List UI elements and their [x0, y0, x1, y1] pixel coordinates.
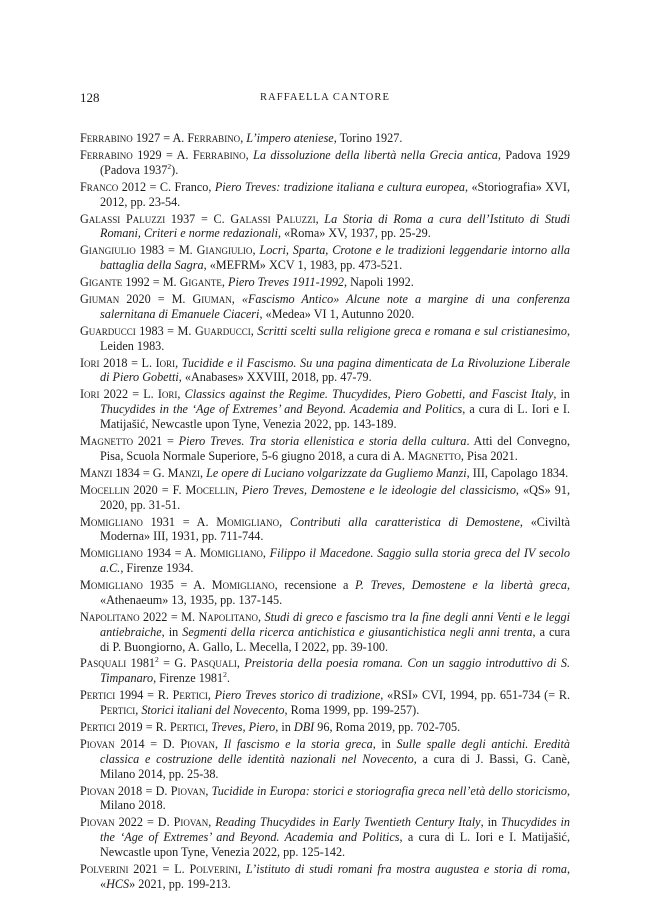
entry-text: D.: [162, 737, 181, 752]
entry-text: .: [226, 671, 230, 686]
entry-text: , a cura di J. Bassi, G. Canè, Milano 2014, pp. 25-38.: [100, 751, 571, 781]
entry-key: Galassi Paluzzi 1937: [80, 211, 196, 226]
entry-text: , Padova 1929 (Padova 1937: [100, 147, 571, 177]
entry-text: , «Medea» VI 1, Autunno 2020.: [259, 306, 415, 321]
entry-title: P. Treves, Demostene e la libertà greca: [355, 578, 567, 593]
entry-author: Pasquali: [190, 656, 237, 671]
entry-text: ,: [315, 211, 325, 226]
entry-text: M.: [178, 243, 197, 258]
bibliography-entry: Giangiulio 1983 = M. Giangiulio, Locri, Sparta, Crotone e le tradizioni leggendarie intorno alla battaglia della Sagra, «MEFRM» XCV 1, 1983, pp. 473-521.: [80, 243, 571, 273]
entry-author: Manzi: [167, 465, 200, 480]
entry-author: Guarducci: [194, 323, 251, 338]
entry-text: L.: [141, 355, 156, 370]
entry-author: Momigliano: [200, 546, 263, 561]
entry-edition: 2: [223, 670, 227, 680]
entry-key: Iori 2018: [80, 355, 128, 370]
bibliography-entry: Franco 2012 = C. Franco, Piero Treves: tradizione italiana e cultura europea, «Storiografia» XVI, 2012, pp. 23-54.: [80, 179, 571, 209]
entry-title: Tucidide e il Fascismo. Su una pagina dimenticata de La Rivoluzione Liberale di Piero Gobetti: [100, 355, 571, 385]
entry-title: L’istituto di studi romani fra mostra augustea e storia di roma: [245, 861, 567, 876]
entry-title: La Storia di Roma a cura dell’Istituto di Studi Romani, Criteri e norme redazionali: [100, 211, 571, 241]
entry-text: , «Anabases» XXVIII, 2018, pp. 47-79.: [178, 370, 372, 385]
entry-text: ,: [177, 387, 185, 402]
bibliography-entry: Napolitano 2022 = M. Napolitano, Studi di greco e fascismo tra la fine degli anni Venti e le leggi antiebraiche, in Segmenti della ricerca antichistica e giusantichistica negli anni trenta, a cura di P. Buongiorno, A. Gallo, L. Mecella, I 2022, pp. 39-100.: [80, 609, 571, 654]
running-head: RAFFAELLA CANTORE: [259, 92, 391, 103]
entry-text: C. Franco,: [159, 179, 215, 194]
entry-text: , a cura di L. Iori e I. Matijašić, Newcastle upon Tyne, Venezia 2022, pp. 143-189.: [100, 402, 570, 432]
bibliography-entry: Polverini 2021 = L. Polverini, L’istituto di studi romani fra mostra augustea e storia di roma, «HCS» 2021, pp. 199-213.: [80, 861, 571, 891]
entry-author: Iori: [155, 355, 176, 370]
bibliography-entry: Mocellin 2020 = F. Mocellin, Piero Treves, Demostene e le ideologie del classicismo, «QS» 91, 2020, pp. 31-51.: [80, 482, 571, 512]
entry-text: , Roma 1999, pp. 199-257).: [284, 703, 420, 718]
entry-text: M.: [171, 292, 193, 307]
entry-author: Pertici: [100, 703, 136, 718]
entry-text: , Firenze 1981: [153, 671, 224, 686]
bibliography-entry: Piovan 2018 = D. Piovan, Tucidide in Europa: storici e storiografia greca nell’età dello storicismo, Milano 2018.: [80, 783, 570, 813]
entry-text: , «Storiografia» XVI, 2012, pp. 23-54.: [100, 179, 571, 209]
entry-key: Momigliano 1931: [80, 514, 175, 529]
entry-author: Magnetto: [407, 448, 461, 463]
entry-key: Pertici 2019: [80, 720, 143, 735]
entry-key-edition: 2: [155, 655, 159, 665]
entry-text: , in: [161, 624, 183, 639]
entry-title: Il fascismo e la storia greca: [223, 737, 373, 752]
entry-author: Galassi Paluzzi: [230, 211, 316, 226]
entry-key: Mocellin 2020: [80, 482, 158, 497]
entry-key: Napolitano 2022: [80, 609, 168, 624]
bibliography-entry: Piovan 2022 = D. Piovan, Reading Thucydides in Early Twentieth Century Italy, in Thucydides in the ‘Age of Extremes’ and Beyond. Academia and Politics, a cura di L. Iori e I. Matijašić, Newcastle upon Tyne, Venezia 2022, pp. 125-142.: [80, 815, 571, 859]
entry-key: Manzi 1834: [80, 465, 140, 480]
entry-key: Iori 2022: [80, 387, 129, 402]
bibliography-entry: Ferrabino 1927 = A. Ferrabino, L’impero ateniese, Torino 1927.: [80, 131, 403, 145]
entry-text: ,: [208, 815, 216, 830]
page-number: 128: [80, 90, 100, 105]
bibliography-entry: Piovan 2014 = D. Piovan, Il fascismo e la storia greca, in Sulle spalle degli antichi. Eredità classica e costruzione delle identità nazionali nel Novecento, a cura di J. Bassi, G. Canè, Milano 2014, pp. 25-38.: [80, 737, 571, 781]
entry-text: , Leiden 1983.: [100, 323, 571, 353]
entry-key: Momigliano 1935: [80, 578, 174, 593]
bibliography-entry: Iori 2022 = L. Iori, Classics against the Regime. Thucydides, Piero Gobetti, and Fascist Italy, in Thucydides in the ‘Age of Extremes’ and Beyond. Academia and Politics, a cura di L. Iori e I. Matijašić, Newcastle upon Tyne, Venezia 2022, pp. 143-189.: [80, 387, 571, 432]
entry-text: M.: [162, 275, 180, 290]
entry-title: La dissoluzione della libertà nella Grecia antica: [253, 147, 498, 162]
entry-author: Momigliano: [211, 578, 275, 593]
entry-author: Piovan: [173, 815, 209, 830]
entry-author: Pertici: [169, 720, 206, 735]
entry-text: L.: [143, 387, 158, 402]
entry-text: ,: [279, 514, 290, 529]
entry-text: 96, Roma 2019, pp. 702-705.: [314, 720, 461, 735]
entry-key: Piovan 2014: [80, 737, 145, 752]
entry-title: Sulle spalle degli antichi. Eredità classica e costruzione delle identità nazionali nel Novecento: [100, 737, 571, 766]
entry-author: Piovan: [170, 783, 206, 798]
entry-title: «Fascismo Antico» Alcune note a margine di una conferenza salernitana di Emanuele Ciaceri: [100, 292, 571, 321]
entry-title: Piero Treves storico di tradizione: [214, 688, 381, 703]
bibliography-entry: Iori 2018 = L. Iori, Tucidide e il Fascismo. Su una pagina dimenticata de La Rivoluzione Liberale di Piero Gobetti, «Anabases» XXVIII, 2018, pp. 47-79.: [80, 355, 571, 385]
entry-text: , a cura di L. Iori e I. Matijašić, Newcastle upon Tyne, Venezia 2022, pp. 125-142.: [100, 830, 570, 859]
entry-title: Contributi alla caratteristica di Demostene: [289, 514, 520, 529]
entry-text: ,: [214, 737, 224, 752]
entry-key: Polverini 2021: [80, 861, 158, 876]
entry-text: , Napoli 1992.: [344, 275, 414, 290]
entry-text: , Torino 1927.: [333, 131, 403, 145]
entry-text: . Atti del Convegno, Pisa, Scuola Normale Superiore, 5-6 giugno 2018, a cura di A.: [100, 434, 571, 463]
entry-text: ,: [221, 275, 229, 290]
entry-text: , «MEFRM» XCV 1, 1983, pp. 473-521.: [203, 258, 403, 273]
entry-title: Locri, Sparta, Crotone e le tradizioni leggendarie intorno alla battaglia della Sagra: [100, 243, 571, 273]
entry-title: Scritti scelti sulla religione greca e romana e sul cristianesimo: [257, 323, 567, 338]
entry-title: Piero Treves, Demostene e le ideologie del classicismo: [241, 482, 516, 497]
entry-text: A.: [176, 147, 193, 162]
entry-title: Treves, Piero: [211, 720, 276, 735]
entry-text: ,: [207, 688, 215, 703]
entry-text: , III, Capolago 1834.: [466, 465, 569, 480]
entry-text: , in: [553, 387, 571, 402]
entry-author: Piovan: [180, 737, 215, 752]
entry-key: Guarducci 1983: [80, 323, 164, 338]
bibliography-entry: Galassi Paluzzi 1937 = C. Galassi Paluzzi, La Storia di Roma a cura dell’Istituto di Studi Romani, Criteri e norme redazionali, «Roma» XV, 1937, pp. 25-29.: [80, 211, 571, 241]
entry-key: Magnetto 2021: [80, 434, 163, 449]
bibliography-entry: Momigliano 1935 = A. Momigliano, recensione a P. Treves, Demostene e la libertà greca, «Athenaeum» 13, 1935, pp. 137-145.: [80, 578, 570, 607]
entry-author: Mocellin: [185, 482, 235, 497]
entry-text: , Milano 2018.: [100, 783, 570, 813]
entry-author: Iori: [157, 387, 178, 402]
entry-title: Piero Treves. Tra storia ellenistica e storia della cultura: [178, 434, 467, 449]
entry-key: Giangiulio 1983: [80, 243, 165, 258]
entry-text: ,: [205, 783, 212, 798]
entry-edition: 2: [167, 161, 172, 171]
bibliography-entry: Ferrabino 1929 = A. Ferrabino, La dissoluzione della libertà nella Grecia antica, Padova 1929 (Padova 1937$^2$).: [80, 147, 571, 177]
entry-author: Napolitano: [198, 609, 259, 624]
bibliography-entry: Giuman 2020 = M. Giuman, «Fascismo Antico» Alcune note a margine di una conferenza salernitana di Emanuele Ciaceri, «Medea» VI 1, Autunno 2020.: [80, 292, 571, 321]
entry-text: L.: [174, 861, 190, 876]
entry-key: Pasquali 1981: [80, 656, 156, 671]
entry-text: A.: [196, 514, 217, 529]
entry-text: , «Roma» XV, 1937, pp. 25-29.: [277, 226, 431, 241]
entry-text: ,: [231, 292, 242, 307]
entry-key: Pertici 1994: [80, 688, 144, 703]
entry-text: M.: [177, 323, 195, 338]
page-header: [80, 90, 570, 110]
entry-key: Piovan 2018: [80, 783, 143, 798]
entry-title: Thucydides in the ‘Age of Extremes’ and Beyond. Academia and Politics: [100, 402, 463, 417]
bibliography-entry: Momigliano 1931 = A. Momigliano, Contributi alla caratteristica di Demostene, «Civiltà Moderna» III, 1931, pp. 711-744.: [80, 514, 570, 544]
entry-key: Giuman 2020: [80, 292, 151, 307]
entry-title: Reading Thucydides in Early Twentieth Century Italy: [215, 815, 481, 830]
entry-text: C.: [213, 211, 231, 226]
entry-text: ,: [135, 703, 142, 718]
entry-key: Gigante 1992: [80, 275, 150, 290]
entry-text: , «Civiltà Moderna» III, 1931, pp. 711-744.: [100, 514, 570, 544]
entry-text: ,: [199, 465, 207, 480]
entry-title: Le opere di Luciano volgarizzate da Gugliemo Manzi: [206, 465, 467, 480]
entry-title: Piero Treves: tradizione italiana e cultura europea: [214, 179, 465, 194]
entry-text: G.: [174, 656, 191, 671]
entry-text: » 2021, pp. 199-213.: [129, 876, 231, 891]
entry-title: Piero Treves 1911-1992: [228, 275, 345, 290]
entry-text: ,: [262, 546, 270, 561]
bibliography-entry: Manzi 1834 = G. Manzi, Le opere di Luciano volgarizzate da Gugliemo Manzi, III, Capolago 1834.: [80, 465, 569, 480]
entry-text: , in: [480, 815, 502, 830]
entry-text: R.: [157, 688, 173, 703]
entry-key: Franco 2012: [80, 179, 147, 194]
entry-text: A.: [184, 546, 201, 561]
entry-text: M.: [181, 609, 199, 624]
entry-title: Segmenti della ricerca antichistica e giusantichistica negli anni trenta: [182, 624, 533, 639]
entry-text: ,: [236, 656, 245, 671]
entry-text: , «RSI» CVI, 1994, pp. 651-734 (= R.: [380, 688, 571, 703]
bibliography-entry: Guarducci 1983 = M. Guarducci, Scritti scelti sulla religione greca e romana e sul cristianesimo, Leiden 1983.: [80, 323, 571, 353]
entry-title: L’impero ateniese: [246, 131, 334, 145]
entry-text: G.: [152, 465, 168, 480]
entry-title: Studi di greco e fascismo tra la fine degli anni Venti e le leggi antiebraiche: [100, 609, 571, 639]
entry-title: Storici italiani del Novecento: [141, 703, 285, 718]
entry-text: D.: [155, 783, 171, 798]
entry-author: Gigante: [179, 275, 222, 290]
entry-text: ,: [258, 609, 265, 624]
bibliography-entry: Pertici 2019 = R. Pertici, Treves, Piero, in DBI 96, Roma 2019, pp. 702-705.: [80, 720, 461, 735]
entry-text: , recensione a: [274, 578, 356, 593]
entry-key: Ferrabino 1927: [80, 131, 161, 145]
entry-key: Momigliano 1934: [80, 546, 171, 561]
entry-text: F.: [172, 482, 186, 497]
bibliography-entry: Pertici 1994 = R. Pertici, Piero Treves storico di tradizione, «RSI» CVI, 1994, pp. 651-734 (= R. Pertici, Storici italiani del Novecento, Roma 1999, pp. 199-257).: [80, 688, 571, 718]
bibliography-list: [80, 131, 570, 894]
entry-text: A.: [172, 131, 188, 145]
entry-text: , Firenze 1934.: [120, 561, 194, 576]
entry-title: DBI: [293, 720, 315, 735]
entry-title: Preistoria della poesia romana. Con un saggio introduttivo di S. Timpanaro: [100, 656, 571, 686]
entry-title: Thucydides in the ‘Age of Extremes’ and Beyond. Academia and Politics: [100, 815, 571, 845]
entry-text: , Pisa 2021.: [460, 448, 518, 463]
entry-text: ,: [250, 323, 258, 338]
entry-text: , «: [100, 861, 571, 891]
entry-text: ,: [245, 147, 254, 162]
bibliography-entry: Gigante 1992 = M. Gigante, Piero Treves 1911-1992, Napoli 1992.: [80, 275, 414, 290]
entry-text: , «QS» 91, 2020, pp. 31-51.: [100, 482, 571, 512]
entry-text: ,: [175, 355, 182, 370]
entry-text: ).: [171, 162, 179, 177]
entry-author: Pertici: [172, 688, 208, 703]
entry-title: Classics against the Regime. Thucydides, Piero Gobetti, and Fascist Italy: [184, 387, 554, 402]
entry-key: Piovan 2022: [80, 815, 143, 830]
entry-author: Giuman: [192, 292, 232, 307]
entry-text: ,: [240, 131, 247, 145]
bibliography-entry: Momigliano 1934 = A. Momigliano, Filippo il Macedone. Saggio sulla storia greca del IV secolo a.C., Firenze 1934.: [80, 546, 570, 576]
entry-author: Momigliano: [216, 514, 280, 529]
entry-text: , in: [372, 737, 397, 752]
entry-author: Polverini: [189, 861, 238, 876]
entry-text: ,: [205, 720, 212, 735]
entry-key: Ferrabino 1929: [80, 147, 162, 162]
entry-title: Filippo il Macedone. Saggio sulla storia greca del IV secolo a.C.: [100, 546, 570, 576]
entry-text: , a cura di P. Buongiorno, A. Gallo, L. Mecella, I 2022, pp. 39-100.: [100, 624, 570, 654]
entry-text: D.: [157, 815, 174, 830]
bibliography-entry: Pasquali $1981^2 = G$. Pasquali, Preistoria della poesia romana. Con un saggio introduttivo di S. Timpanaro, Firenze 1981$^2$.: [80, 655, 571, 686]
entry-author: Ferrabino: [187, 131, 241, 145]
entry-text: R.: [155, 720, 170, 735]
entry-author: Ferrabino: [192, 147, 246, 162]
entry-title: Tucidide in Europa: storici e storiografia greca nell’età dello storicismo: [211, 783, 567, 798]
entry-text: ,: [234, 482, 242, 497]
entry-text: , «Athenaeum» 13, 1935, pp. 137-145.: [100, 578, 570, 607]
entry-text: ,: [237, 861, 246, 876]
entry-text: ,: [252, 243, 260, 258]
entry-text: , in: [275, 720, 294, 735]
entry-author: Giangiulio: [196, 243, 253, 258]
entry-title: HCS: [106, 876, 130, 891]
bibliography-entry: Magnetto 2021 = Piero Treves. Tra storia ellenistica e storia della cultura. Atti del Convegno, Pisa, Scuola Normale Superiore, 5-6 giugno 2018, a cura di A. Magnetto, Pisa 2021.: [80, 434, 571, 463]
entry-text: A.: [193, 578, 212, 593]
